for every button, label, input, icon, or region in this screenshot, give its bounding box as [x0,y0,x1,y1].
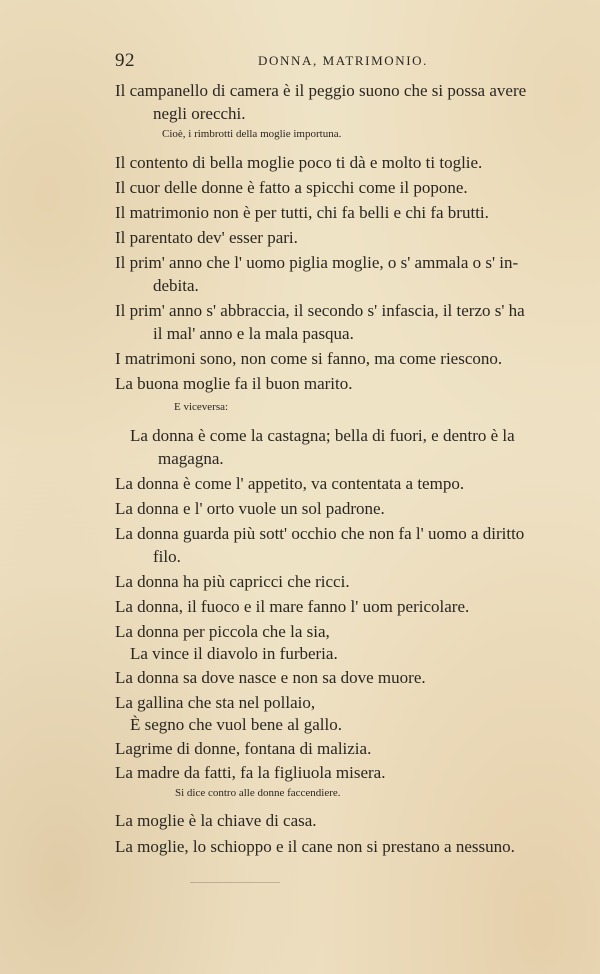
proverb-line: filo. [153,547,181,566]
proverb-line: La donna guarda più sott' occhio che non fa l' uomo a diritto [115,524,525,543]
proverb-line: il mal' anno e la mala pasqua. [153,324,354,343]
proverb-line: La buona moglie fa il buon marito. [115,374,353,393]
proverb-line: La gallina che sta nel pollaio, [115,693,316,712]
bottom-rule [190,882,280,883]
proverb-line: Il cuor delle donne è fatto a spicchi come il popone. [115,178,468,197]
page-number: 92 [115,50,135,71]
proverb-line: La donna, il fuoco e il mare fanno l' uom pericolare. [115,597,470,616]
page-header [115,50,555,72]
proverb-line: La donna e l' orto vuole un sol padrone. [115,499,385,518]
proverb-line: La donna per piccola che la sia, [115,622,330,641]
proverb-line: debita. [153,276,199,295]
proverb-line: La donna è come l' appetito, va contentata a tempo. [115,474,465,493]
proverb-line: È segno che vuol bene al gallo. [130,715,342,734]
proverb-line: I matrimoni sono, non come si fanno, ma come riescono. [115,349,503,368]
proverb-line: La madre da fatti, fa la figliuola misera. [115,763,386,782]
proverb-line: La donna sa dove nasce e non sa dove muore. [115,668,426,687]
gloss-note: Si dice contro alle donne faccendiere. [175,787,341,799]
proverb-line: Il prim' anno s' abbraccia, il secondo s' infascia, il terzo s' ha [115,301,525,320]
proverb-line: Lagrime di donne, fontana di malizia. [115,739,372,758]
gloss-note: Cioè, i rimbrotti della moglie importuna. [162,128,342,140]
proverb-line: Il contento di bella moglie poco ti dà e molto ti toglie. [115,153,483,172]
proverb-line: La moglie è la chiave di casa. [115,811,317,830]
proverb-line: Il campanello di camera è il peggio suono che si possa avere [115,81,527,100]
proverb-line: Il parentato dev' esser pari. [115,228,298,247]
proverb-line: La donna ha più capricci che ricci. [115,572,350,591]
proverb-line: La donna è come la castagna; bella di fuori, e dentro è la [130,426,515,445]
proverb-line: negli orecchi. [153,104,246,123]
gloss-note: E viceversa: [174,401,229,413]
proverb-line: La moglie, lo schioppo e il cane non si prestano a nessuno. [115,837,515,856]
running-title: DONNA, MATRIMONIO. [258,53,428,68]
proverb-line: Il prim' anno che l' uomo piglia moglie, o s' ammala o s' in- [115,253,519,272]
proverb-line: Il matrimonio non è per tutti, chi fa belli e chi fa brutti. [115,203,489,222]
proverb-line: magagna. [158,449,224,468]
proverb-line: La vince il diavolo in furberia. [130,644,338,663]
